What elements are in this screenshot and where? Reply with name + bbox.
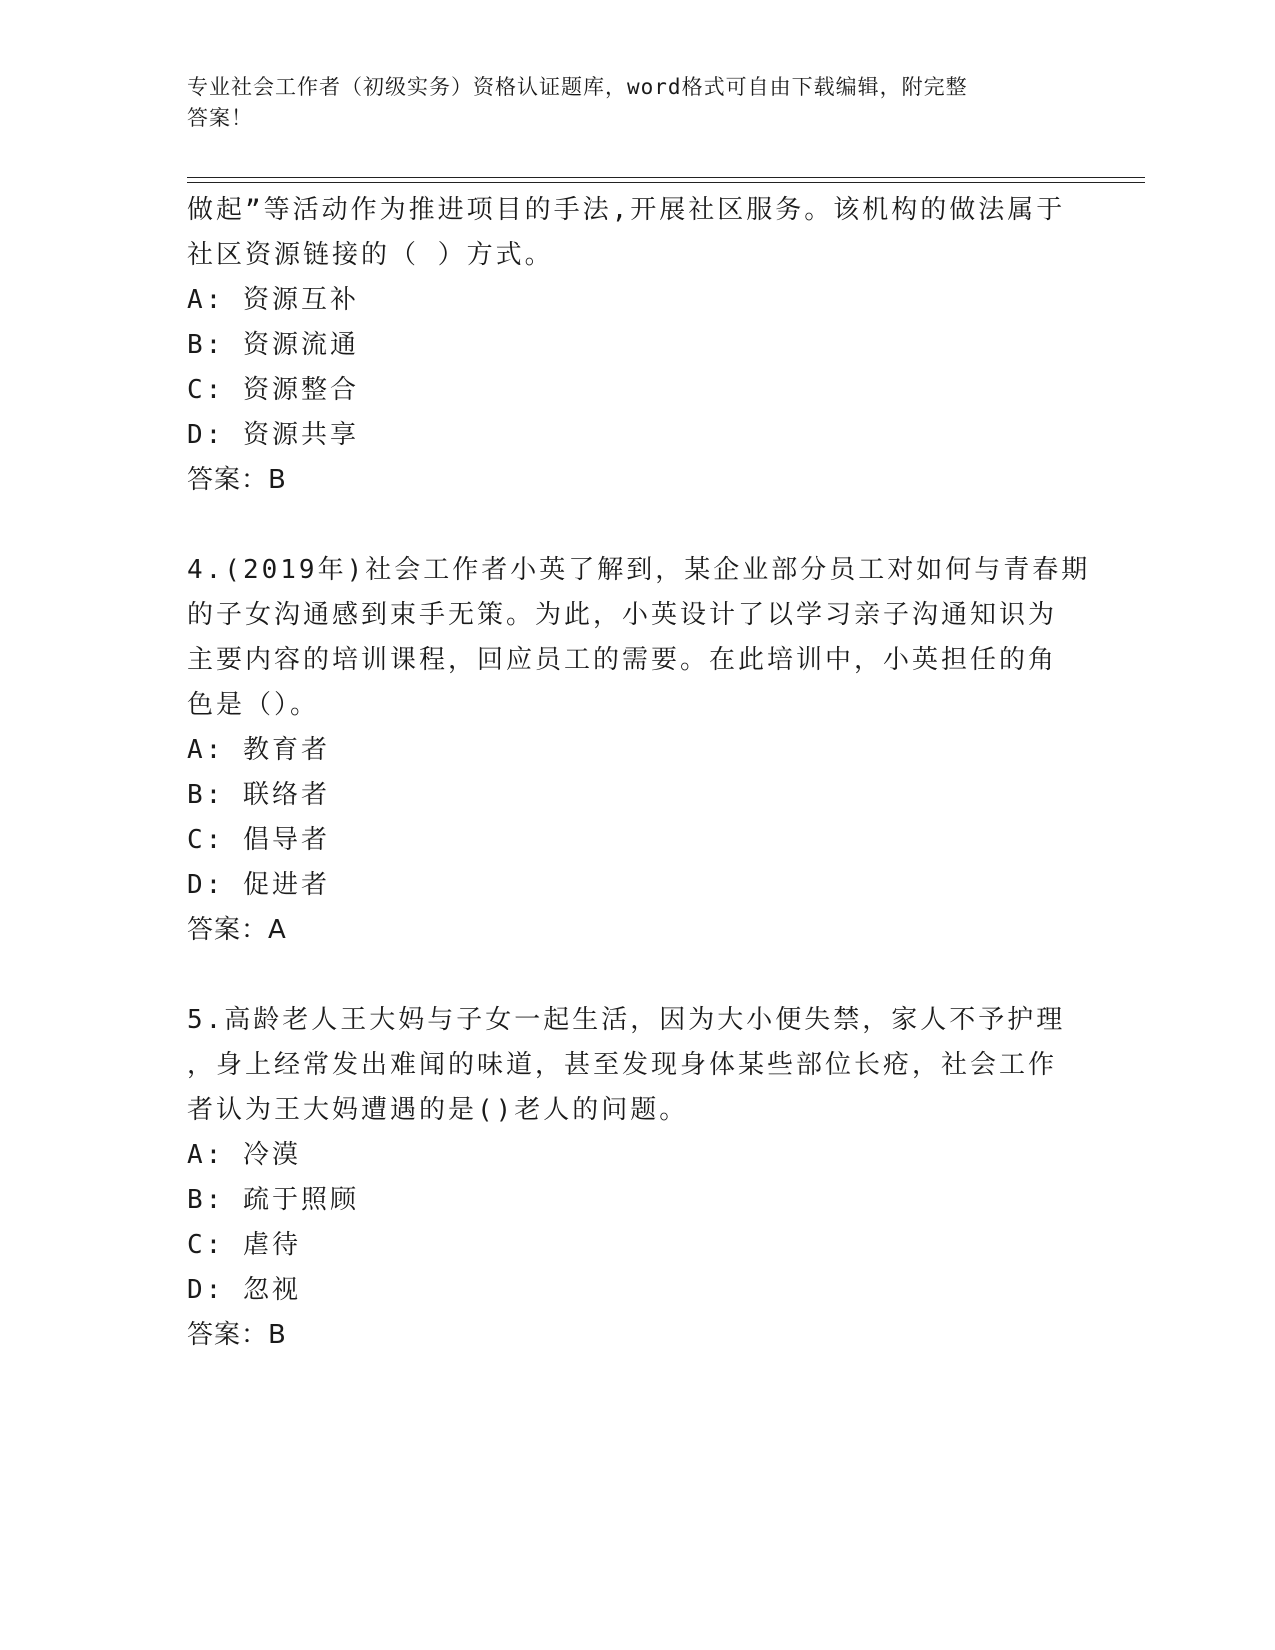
question-text-line: ，身上经常发出难闻的味道，甚至发现身体某些部位长疮，社会工作: [187, 1050, 1058, 1080]
option-a: A: 资源互补: [187, 285, 359, 315]
question-text-line: 者认为王大妈遭遇的是()老人的问题。: [187, 1095, 689, 1125]
question-text-line: 主要内容的培训课程，回应员工的需要。在此培训中，小英担任的角: [187, 645, 1058, 675]
option-c: C: 虐待: [187, 1230, 301, 1260]
option-b: B: 疏于照顾: [187, 1185, 359, 1215]
question-text-line: 做起”等活动作为推进项目的手法,开展社区服务。该机构的做法属于: [187, 195, 1066, 225]
answer-line: 答案：A: [187, 915, 287, 945]
header-line-2: 答案！: [187, 106, 253, 130]
option-a: A: 冷漠: [187, 1140, 301, 1170]
option-b: B: 联络者: [187, 780, 330, 810]
header-divider-top: [187, 177, 1145, 178]
spacer: [187, 953, 1067, 998]
question-3: [187, 188, 1067, 503]
spacer: [187, 503, 1067, 548]
option-c: C: 倡导者: [187, 825, 330, 855]
question-text-line: 5.高龄老人王大妈与子女一起生活，因为大小便失禁，家人不予护理: [187, 1005, 1066, 1035]
option-d: D: 促进者: [187, 870, 330, 900]
option-d: D: 资源共享: [187, 420, 359, 450]
question-text-line: 社区资源链接的（ ）方式。: [187, 240, 554, 270]
answer-line: 答案：B: [187, 1320, 287, 1350]
question-list: [187, 188, 1091, 1358]
question-4: [187, 548, 1091, 953]
question-text-line: 4.(2019年)社会工作者小英了解到，某企业部分员工对如何与青春期: [187, 555, 1091, 585]
question-text-line: 色是（）。: [187, 690, 320, 720]
option-c: C: 资源整合: [187, 375, 359, 405]
question-text-line: 的子女沟通感到束手无策。为此，小英设计了以学习亲子沟通知识为: [187, 600, 1058, 630]
answer-line: 答案：B: [187, 465, 287, 495]
option-d: D: 忽视: [187, 1275, 301, 1305]
option-a: A: 教育者: [187, 735, 330, 765]
question-5: [187, 998, 1067, 1358]
option-b: B: 资源流通: [187, 330, 359, 360]
document-header: [187, 72, 1067, 134]
header-divider-bottom: [187, 182, 1145, 183]
header-line-1: 专业社会工作者（初级实务）资格认证题库，word格式可自由下载编辑，附完整: [187, 75, 968, 99]
